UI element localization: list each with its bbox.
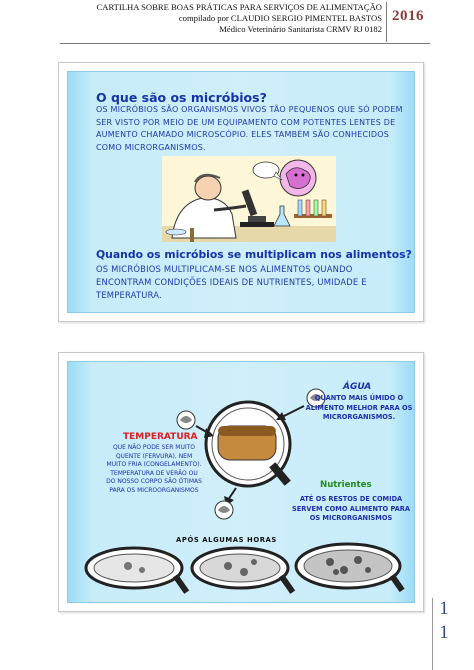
header-divider-vertical	[386, 2, 387, 42]
document-header	[60, 2, 382, 35]
header-line-3: Médico Veterinário Sanitarista CRMV RJ 0182	[219, 24, 382, 34]
page-number-divider	[432, 598, 433, 670]
slide-title: O que são os micróbios?	[96, 90, 267, 105]
header-divider-horizontal	[60, 43, 430, 44]
slide-body: OS MICRÓBIOS SÃO ORGANISMOS VIVOS TÃO PEQUENOS QUE SÓ PODEM SER VISTO POR MEIO DE UM EQUIPAMENTO COM POTENTES LENTES DE AUMENTO CHAMADO MICROSCÓPIO. ELES TAMBÉM SÃO CONHECIDOS COMO MICRORGANISMOS.	[96, 105, 403, 152]
page-number-digit-2: 1	[439, 622, 449, 643]
slide-growth-panel	[67, 361, 415, 603]
nutrients-title: Nutrientes	[320, 480, 372, 490]
water-text: QUANTO MAIS ÚMIDO O ALIMENTO MELHOR PARA OS MICRORGANISMOS.	[305, 394, 413, 421]
header-line-1: CARTILHA SOBRE BOAS PRÁTICAS PARA SERVIÇOS DE ALIMENTAÇÃO	[96, 2, 382, 12]
microscope-illustration	[162, 156, 336, 242]
slide-microbes-panel	[67, 71, 415, 313]
slide-growth-conditions	[58, 352, 424, 612]
slide-microbes	[58, 62, 424, 322]
page-number-digit-1: 1	[439, 598, 449, 619]
temperature-text: QUE NÃO PODE SER MUITO QUENTE (FERVURA), NEM MUITO FRIA (CONGELAMENTO). TEMPERATURA DE VERÃO OU DO NOSSO CORPO SÃO ÓTIMAS PARA OS MICROORGANISMOS	[106, 444, 202, 494]
temperature-title: TEMPERATURA	[123, 432, 198, 442]
year-label: 2016	[392, 8, 424, 24]
slide-subtitle: Quando os micróbios se multiplicam nos alimentos?	[96, 248, 412, 261]
slide-body-2: OS MICRÓBIOS MULTIPLICAM-SE NOS ALIMENTOS QUANDO ENCONTRAM CONDIÇÕES IDEAIS DE NUTRIENTES, UMIDADE E TEMPERATURA.	[96, 264, 367, 300]
nutrients-text: ATÉ OS RESTOS DE COMIDA SERVEM COMO ALIMENTO PARA OS MICRORGANISMOS	[292, 495, 410, 522]
header-line-2: compilado por CLAUDIO SERGIO PIMENTEL BASTOS	[178, 13, 382, 23]
after-some-hours-label: APÓS ALGUMAS HORAS	[176, 536, 277, 544]
water-title: ÁGUA	[343, 382, 372, 392]
